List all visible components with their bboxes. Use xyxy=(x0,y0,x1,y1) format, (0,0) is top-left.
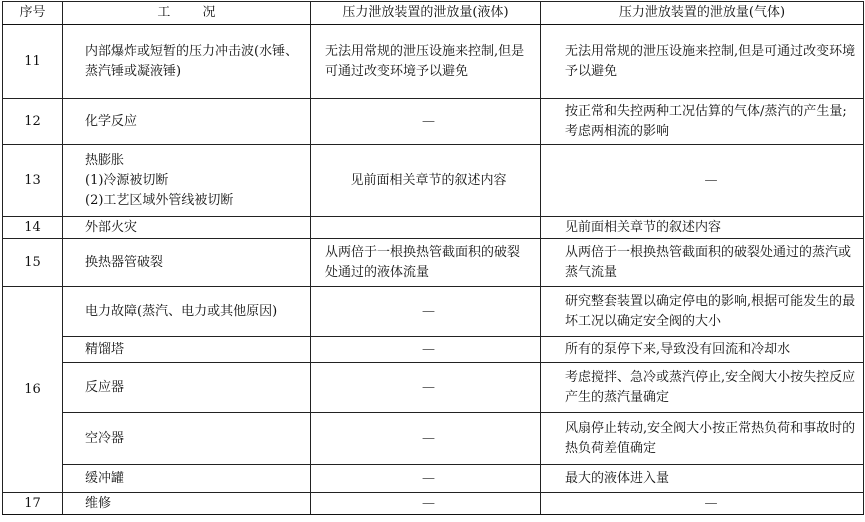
row-no: 12 xyxy=(3,99,63,145)
row-condition: 精馏塔 xyxy=(63,337,311,363)
table-row xyxy=(3,337,864,363)
header-gas: 压力泄放装置的泄放量(气体) xyxy=(541,2,864,25)
table-row xyxy=(3,465,864,493)
row-gas: 从两倍于一根换热管截面积的破裂处通过的蒸汽或蒸气流量 xyxy=(541,239,864,287)
row-liquid: — xyxy=(311,99,541,145)
row-liquid: — xyxy=(311,337,541,363)
row-no: 14 xyxy=(3,217,63,239)
table-row xyxy=(3,287,864,337)
table-row xyxy=(3,413,864,465)
row-liquid: — xyxy=(311,287,541,337)
row-no: 13 xyxy=(3,145,63,217)
row-gas: — xyxy=(541,145,864,217)
row-liquid: — xyxy=(311,493,541,515)
row-condition: 外部火灾 xyxy=(63,217,311,239)
row-liquid: 从两倍于一根换热管截面积的破裂处通过的液体流量 xyxy=(311,239,541,287)
row-condition: 内部爆炸或短暂的压力冲击波(水锤、蒸汽锤或凝液锤) xyxy=(63,25,311,99)
row-no: 17 xyxy=(3,493,63,515)
row-liquid: — xyxy=(311,363,541,413)
row-gas: 研究整套装置以确定停电的影响,根据可能发生的最坏工况以确定安全阀的大小 xyxy=(541,287,864,337)
row-no: 16 xyxy=(3,287,63,493)
row-condition: 反应器 xyxy=(63,363,311,413)
row-condition: 维修 xyxy=(63,493,311,515)
table-row xyxy=(3,239,864,287)
row-condition: 换热器管破裂 xyxy=(63,239,311,287)
table-row xyxy=(3,493,864,515)
row-condition: 热膨胀 (1)冷源被切断 (2)工艺区域外管线被切断 xyxy=(63,145,311,217)
table-row xyxy=(3,217,864,239)
header-no: 序号 xyxy=(3,2,63,25)
row-gas: 所有的泵停下来,导致没有回流和冷却水 xyxy=(541,337,864,363)
row-condition: 空冷器 xyxy=(63,413,311,465)
row-condition: 化学反应 xyxy=(63,99,311,145)
row-gas: 风扇停止转动,安全阀大小按正常热负荷和事故时的热负荷差值确定 xyxy=(541,413,864,465)
row-liquid: — xyxy=(311,465,541,493)
table-row xyxy=(3,99,864,145)
row-gas: 最大的液体进入量 xyxy=(541,465,864,493)
table-row xyxy=(3,145,864,217)
row-gas: 考虑搅拌、急冷或蒸汽停止,安全阀大小按失控反应产生的蒸汽量确定 xyxy=(541,363,864,413)
row-condition: 电力故障(蒸汽、电力或其他原因) xyxy=(63,287,311,337)
row-liquid: — xyxy=(311,413,541,465)
row-condition: 缓冲罐 xyxy=(63,465,311,493)
row-no: 11 xyxy=(3,25,63,99)
table-row xyxy=(3,363,864,413)
row-no: 15 xyxy=(3,239,63,287)
table-row xyxy=(3,25,864,99)
header-row xyxy=(3,2,864,25)
row-liquid: 无法用常规的泄压设施来控制,但是可通过改变环境予以避免 xyxy=(311,25,541,99)
relief-load-table xyxy=(2,1,864,515)
row-liquid xyxy=(311,217,541,239)
row-gas: 见前面相关章节的叙述内容 xyxy=(541,217,864,239)
row-gas: 无法用常规的泄压设施来控制,但是可通过改变环境予以避免 xyxy=(541,25,864,99)
row-gas: — xyxy=(541,493,864,515)
header-condition: 工 况 xyxy=(63,2,311,25)
row-liquid: 见前面相关章节的叙述内容 xyxy=(311,145,541,217)
header-liquid: 压力泄放装置的泄放量(液体) xyxy=(311,2,541,25)
row-gas: 按正常和失控两种工况估算的气体/蒸汽的产生量;考虑两相流的影响 xyxy=(541,99,864,145)
